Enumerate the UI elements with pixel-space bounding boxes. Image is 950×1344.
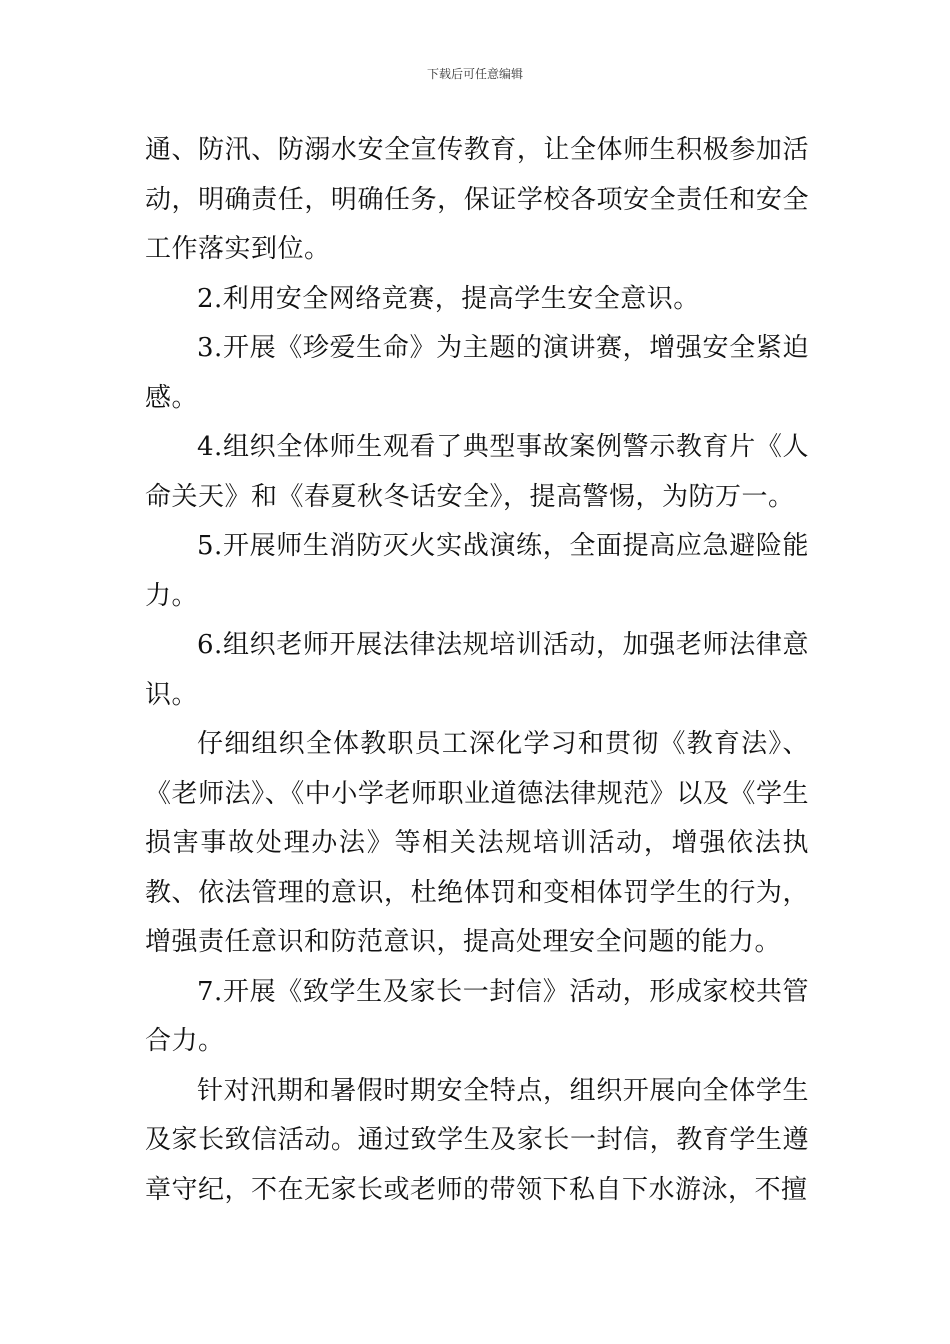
paragraph-2: 2.利用安全网络竞赛，提高学生安全意识。 — [197, 283, 700, 314]
paragraph-3: 3.开展《珍爱生命》为主题的演讲赛，增强安全紧迫感。 — [145, 333, 809, 413]
paragraph-7: 仔细组织全体教职员工深化学习和贯彻《教育法》、《老师法》、《中小学老师职业道德法律规范》以及《学生损害事故处理办法》等相关法规培训活动，增强依法执教、依法管理的意识，杜绝体罚和变相体罚学生的行为，增强责任意识和防范意识，提高处理安全问题的能力。 — [145, 729, 809, 957]
paragraph-8: 7.开展《致学生及家长一封信》活动，形成家校共管合力。 — [145, 976, 809, 1056]
paragraph-5: 5.开展师生消防灭火实战演练，全面提高应急避险能力。 — [145, 531, 809, 611]
paragraph-9: 针对汛期和暑假时期安全特点，组织开展向全体学生及家长致信活动。通过致学生及家长一封信，教育学生遵章守纪，不在无家长或老师的带领下私自下水游泳，不擅 — [145, 1075, 809, 1205]
document-body — [145, 126, 809, 1215]
paragraph-4: 4.组织全体师生观看了典型事故案例警示教育片《人命关天》和《春夏秋冬话安全》，提高警惕，为防万一。 — [145, 432, 809, 512]
header-note: 下载后可任意编辑 — [426, 67, 523, 81]
paragraph-6: 6.组织老师开展法律法规培训活动，加强老师法律意识。 — [145, 630, 809, 710]
paragraph-1: 通、防汛、防溺水安全宣传教育，让全体师生积极参加活动，明确责任，明确任务，保证学校各项安全责任和安全工作落实到位。 — [145, 135, 809, 264]
